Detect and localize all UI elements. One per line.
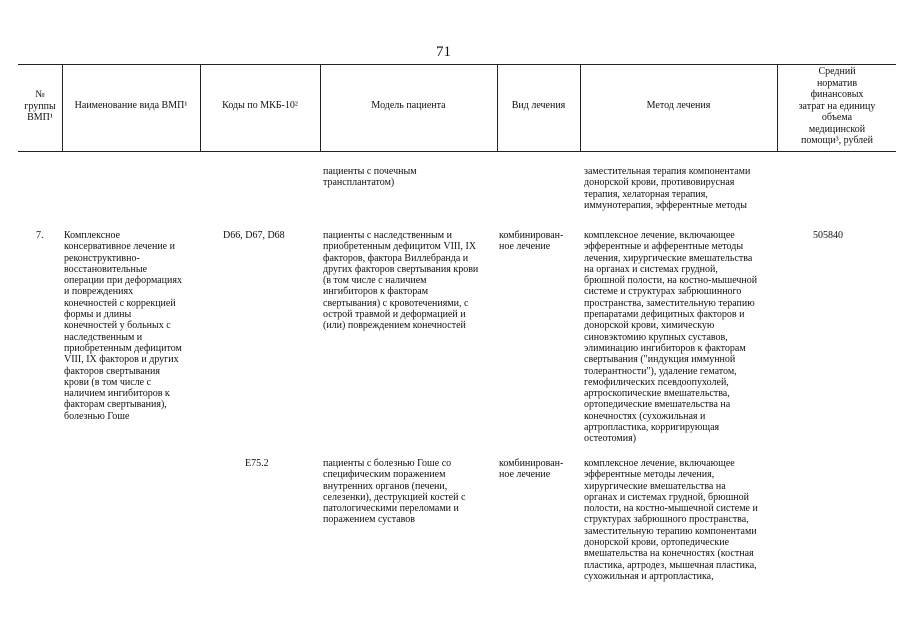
table-cell-cost: 505840 [813,230,843,241]
table-cell-group-number: 7. [36,230,44,241]
header-treatment-type: Вид лечения [511,100,566,111]
table-cell-codes: D66, D67, D68 [223,230,285,241]
table-cell-vmp-name: Комплексное консервативное лечение и реконструктивно- восстановительные операции при деформациях и повреждениях конечностей с коррекцией формы и длины конечностей у больных с наследственным и приобретенным дефицитом VIII, IX факторов и других факторов свертывания крови (в том числе с наличием ингибиторов к факторам свертывания), болезнью Гоше [64,230,182,422]
header-vmp-name: Наименование вида ВМП¹ [74,100,188,111]
column-divider [497,64,498,152]
table-cell-method: заместительная терапия компонентами донорской крови, противовирусная терапия, хелаторная терапия, иммунотерапия, эфферентные методы [584,166,751,211]
header-treatment-method: Метод лечения [646,100,711,111]
table-cell-codes: E75.2 [245,458,269,469]
header-patient-model: Модель пациента [371,100,446,111]
header-icd-codes: Коды по МКБ-10² [222,100,298,111]
table-cell-method: комплексное лечение, включающее эфферентные методы лечения, хирургические вмешательства на органах и системах грудной, брюшной полости, на костно-мышечной системе и структурах забрюшного пространства, заместительную терапию компонентами донорской крови, ортопедические вмешательства на конечностях (костная пластика, артродез, мышечная пластика, сухожильная и артропластика, [584,458,758,582]
table-cell-patient-model: пациенты с наследственным и приобретенным дефицитом VIII, IX факторов, фактора Виллебранда и других факторов свертывания крови (в том числе с наличием ингибиторов к факторам свертывания) с кровотечениями, с острой травмой и деформацией и (или) повреждением конечностей [323,230,479,332]
table-top-border [18,64,896,65]
table-cell-method: комплексное лечение, включающее эфферентные и афферентные методы лечения, хирургические вмешательства на органах и системах грудной, брюшной полости, на костно-мышечной системе и структурах забрюшинного пространства, заместительную терапию препаратами дефицитных факторов и донорской крови, химическую синовэктомию крупных суставов, элиминацию ингибиторов к факторам свертывания ("индукция иммунной толерантности"), удаление гематом, гемофилических псевдоопухолей, артроскопические вмешательства, ортопедические вмешательства на конечностях (сухожильная и артропластика, корригирующая остеотомия) [584,230,758,445]
column-divider [200,64,201,152]
column-divider [580,64,581,152]
page-number: 71 [436,44,451,60]
header-group-number: № группы ВМП¹ [24,89,56,123]
header-cost-norm: Средний норматив финансовых затрат на единицу объема медицинской помощи³, рублей [798,66,876,146]
table-cell-treatment-type: комбинирован- ное лечение [499,458,564,481]
column-divider [320,64,321,152]
header-bottom-border [18,151,896,152]
column-divider [62,64,63,152]
column-divider [777,64,778,152]
table-cell-treatment-type: комбинирован- ное лечение [499,230,564,253]
table-cell-patient-model: пациенты с почечным трансплантатом) [323,166,417,189]
table-cell-patient-model: пациенты с болезнью Гоше со специфическим поражением внутренних органов (печени, селезенки), деструкцией костей с патологическими переломами и поражением суставов [323,458,466,526]
